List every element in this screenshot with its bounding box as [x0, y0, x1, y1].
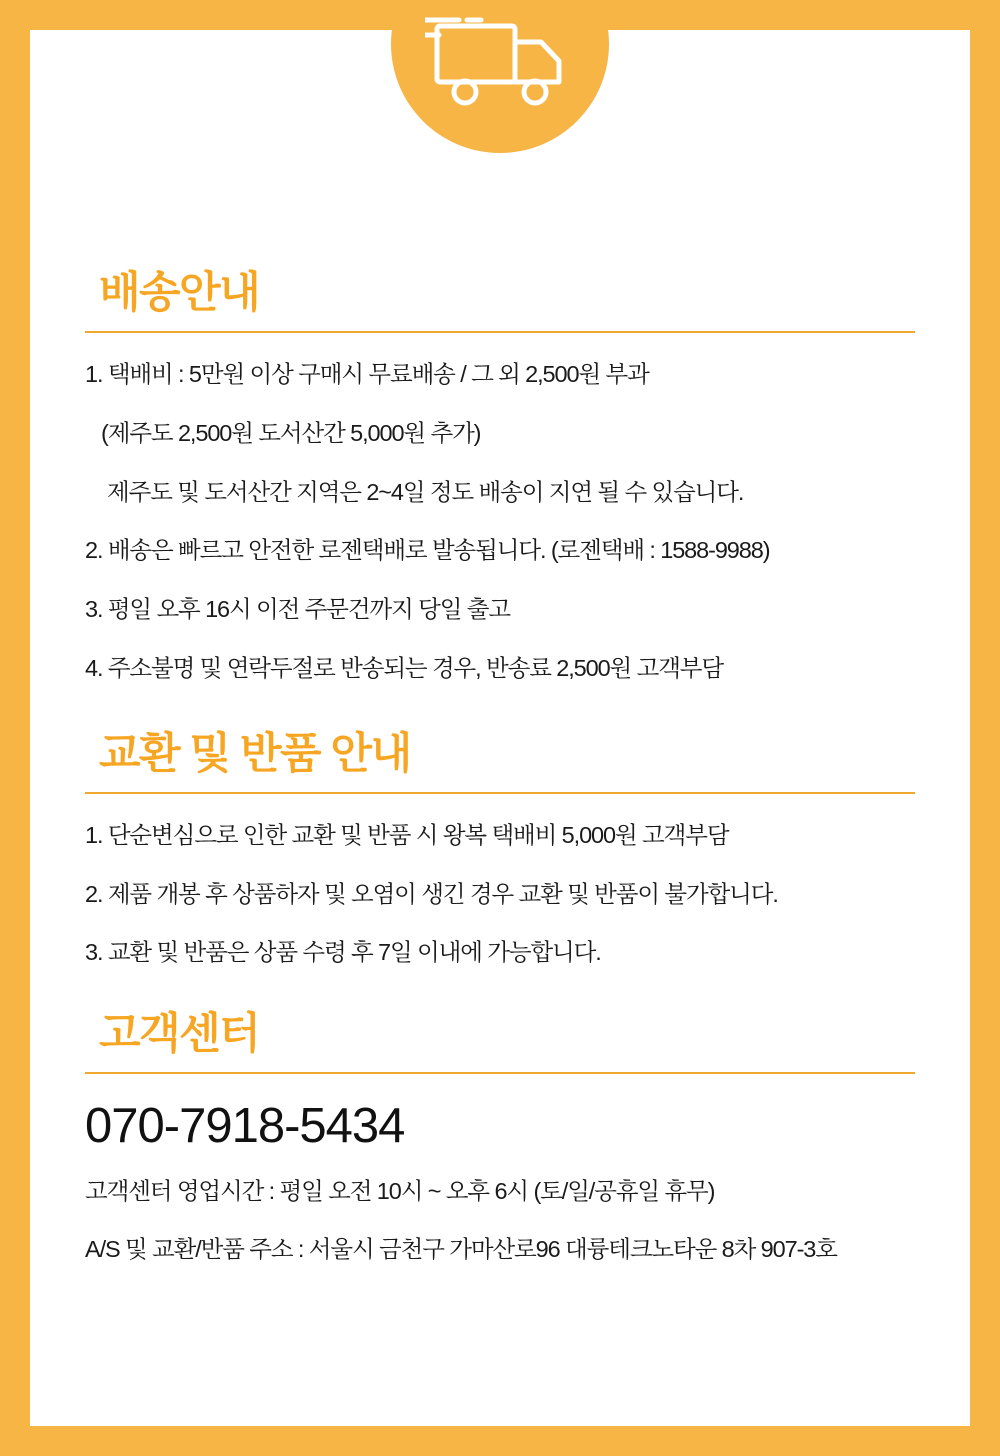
customer-center-hours: 고객센터 영업시간 : 평일 오전 10시 ~ 오후 6시 (토/일/공휴일 휴무)	[85, 1178, 715, 1205]
delivery-list	[85, 359, 915, 684]
list-item: 1. 택배비 : 5만원 이상 구매시 무료배송 / 그 외 2,500원 부과	[85, 361, 649, 388]
list-item: 2. 제품 개봉 후 상품하자 및 오염이 생긴 경우 교환 및 반품이 불가합니다.	[85, 880, 778, 907]
list-item: 4. 주소불명 및 연락두절로 반송되는 경우, 반송료 2,500원 고객부담	[85, 654, 723, 681]
customer-center-divider	[85, 1072, 915, 1074]
delivery-divider	[85, 331, 915, 333]
customer-center-address: A/S 및 교환/반품 주소 : 서울시 금천구 가마산로96 대륭테크노타운 8차 907-3호	[85, 1235, 837, 1262]
delivery-section	[85, 30, 915, 685]
list-item: 3. 평일 오후 16시 이전 주문건까지 당일 출고	[85, 596, 510, 623]
list-item: 제주도 및 도서산간 지역은 2~4일 정도 배송이 지연 될 수 있습니다.	[107, 478, 744, 505]
list-item: 3. 교환 및 반품은 상품 수령 후 7일 이내에 가능합니다.	[85, 939, 601, 966]
exchange-section	[85, 685, 915, 969]
customer-center-phone: 070-7918-5434	[85, 1099, 405, 1154]
list-item: (제주도 2,500원 도서산간 5,000원 추가)	[101, 420, 481, 447]
customer-center-title: 고객센터	[99, 1010, 260, 1059]
exchange-section-title: 교환 및 반품 안내	[99, 729, 411, 778]
exchange-list	[85, 820, 915, 969]
exchange-divider	[85, 792, 915, 794]
customer-center-section	[85, 969, 915, 1266]
info-card	[30, 30, 970, 1426]
list-item: 1. 단순변심으로 인한 교환 및 반품 시 왕복 택배비 5,000원 고객부담	[85, 821, 729, 848]
delivery-section-title: 배송안내	[99, 269, 260, 317]
list-item: 2. 배송은 빠르고 안전한 로젠택배로 발송됩니다. (로젠택배 : 1588-9988)	[85, 537, 770, 564]
